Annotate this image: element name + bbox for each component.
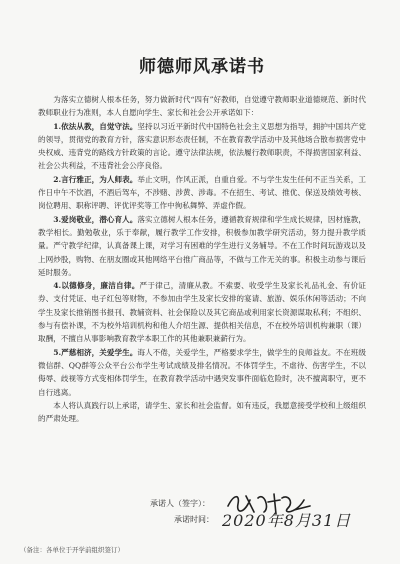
item-heading: 1.依法从教，自觉守法。 <box>53 121 138 131</box>
item-text: 落实立德树人根本任务，遵循教育规律和学生成长规律，因材施教，教学相长。勤勉敬业，乐于奉献，履行教学工作安排，积极参加教学研究活动，努力提升教学质量。严守教学纪律，认真备课上课，对学习有困难的学生进行义务辅导。不在工作时间玩游戏以及上网炒股，购物、在朋友圈或其他网络平台推广商品等，不做与工作无关的事。积极主动参与课后延时服务。 <box>38 214 366 277</box>
date-row <box>174 508 351 531</box>
item-1 <box>38 120 366 173</box>
item-2 <box>38 173 366 213</box>
date-label: 承诺时间： <box>174 515 214 524</box>
item-text: 诲人不倦，关爱学生，严格要求学生，做学生的良师益友。不在班级微信群、QQ群等公众平台公布学生考试成绩及排名情况。不体罚学生，不虐待、伤害学生，不以侮辱、歧视等方式变相体罚学生，在教育教学活动中遇突发事件面临危险时，决不擅离职守，更不自行逃离。 <box>38 347 366 397</box>
item-heading: 5.严慈相济，关爱学生。 <box>53 347 138 357</box>
signer-label: 承诺人（签字）： <box>150 498 210 508</box>
document-title: 师德师风承诺书 <box>139 57 265 77</box>
item-text: 坚持以习近平新时代中国特色社会主义思想为指导，拥护中国共产党的领导，贯彻党的教育方针，落实意识形态责任制，不在教育教学活动中及其他场合散布损害党中央权威、违背党的路线方针政策的言论。遵守法律法规，依法履行教师职责，不得损害国家利益、社会公共利益，不违背社会公序良俗。 <box>38 121 366 171</box>
item-4 <box>38 279 366 345</box>
closing-paragraph: 本人将认真践行以上承诺，请学生、家长和社会监督。如有违反，我愿意接受学校和上级组织的严肃处理。 <box>38 400 366 424</box>
item-heading: 2.言行雅正，为人师表。 <box>53 174 138 184</box>
intro-paragraph: 为落实立德树人根本任务，努力做新时代“四有”好教师，自觉遵守教师职业道德规范、新时代教师职业行为准则，本人自愿向学生、家长和社会公开承诺如下： <box>38 95 366 118</box>
item-5 <box>38 346 366 399</box>
date-value: 2020年8月31日 <box>222 511 352 530</box>
item-heading: 3.爱岗敬业，潜心育人。 <box>53 214 138 224</box>
item-text: 举止文明，作风正派，自重自爱。不与学生发生任何不正当关系，工作日中午不饮酒，不酒后驾车，不涉赌、涉黄、涉毒。不在招生、考试、推优、保送及绩效考核、岗位聘用、职称评聘、评优评奖等工作中徇私舞弊、弄虚作假。 <box>38 174 366 211</box>
item-3 <box>38 213 366 279</box>
footnote: （备注：各单位于开学前组织签订） <box>20 546 124 554</box>
document-body <box>38 93 366 425</box>
item-heading: 4.以德修身，廉洁自律。 <box>53 281 140 291</box>
item-text: 严于律己，清廉从教。不索要、收受学生及家长礼品礼金、有价证券、支付凭证、电子红包等财物，不参加由学生及家长安排的宴请、旅游、娱乐休闲等活动；不向学生及家长推销图书报刊、教辅资料、社会保险以及其它商品或利用家长资源谋取私利；不组织、参与有偿补课，不为校外培训机构和他人介绍生源、提供相关信息，不在校外培训机构兼职（课）取酬，不擅自从事影响教育教学本职工作的其他兼职兼薪行为。 <box>38 281 366 344</box>
